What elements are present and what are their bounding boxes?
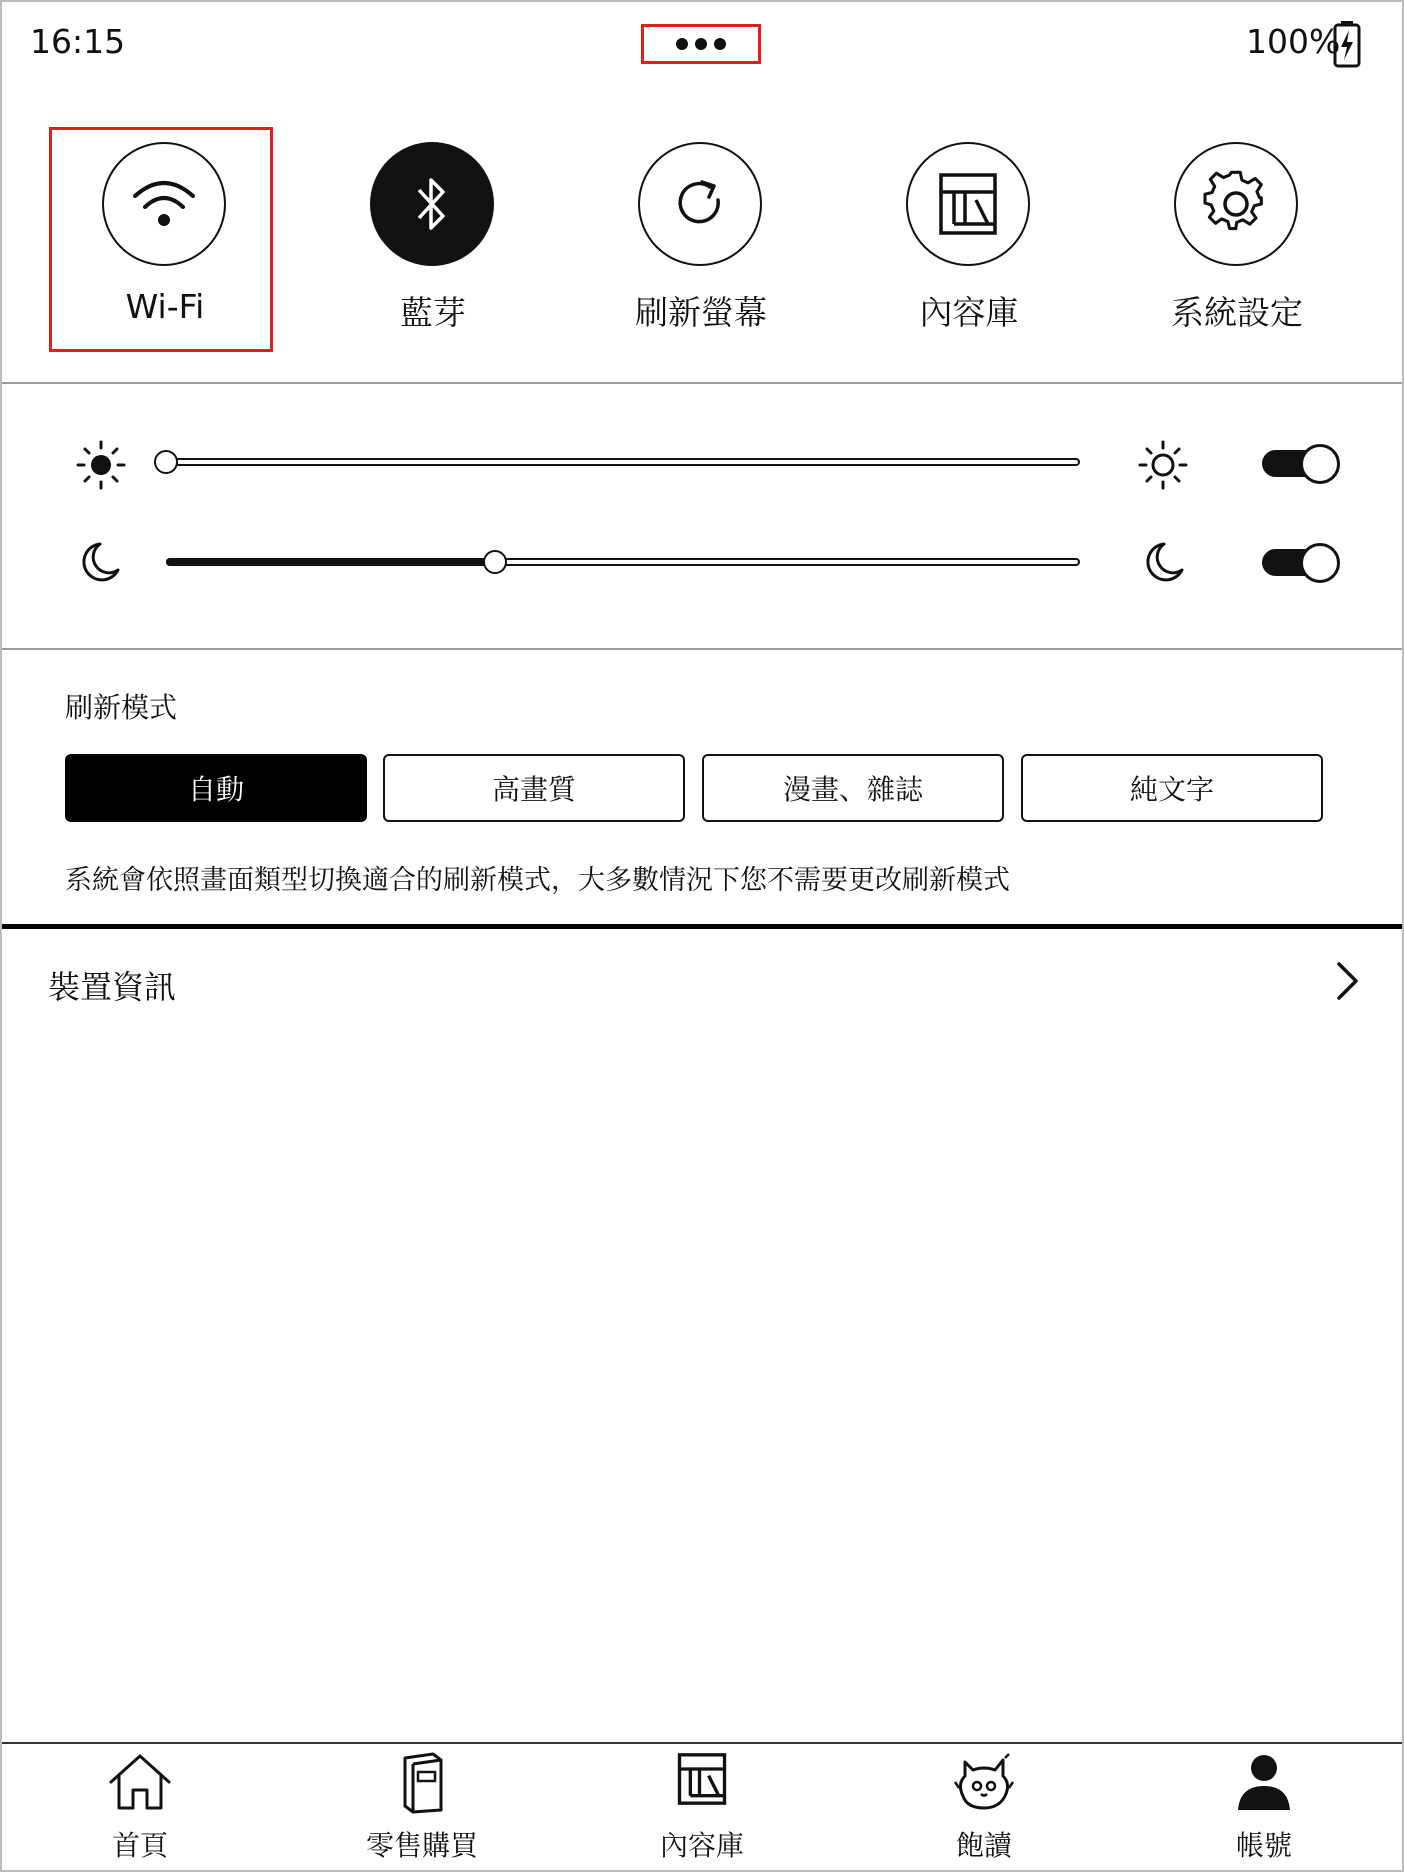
account-icon [1224,1752,1304,1816]
mascot-icon [944,1752,1024,1816]
nav-home[interactable] [20,1752,260,1867]
dot-icon [695,38,707,50]
battery-charging-icon [1332,20,1362,72]
nav-library[interactable] [582,1752,822,1867]
nav-reading-label: 飽讀 [955,1829,1012,1862]
nav-account-label: 帳號 [1235,1829,1292,1862]
nav-store[interactable] [302,1752,542,1867]
warm-light-slider-fill [166,558,495,566]
book-icon [382,1752,462,1816]
refresh-mode-title: 刷新模式 [65,691,178,724]
status-time: 16:15 [30,22,126,61]
refresh-icon [638,142,762,266]
refresh-screen-label: 刷新螢幕 [635,293,767,332]
refresh-screen-button[interactable] [571,127,831,347]
library-icon [662,1752,742,1816]
bluetooth-label: 藍芽 [400,293,466,332]
divider [2,648,1402,650]
refresh-mode-comic-button[interactable]: 漫畫、雜誌 [702,754,1004,822]
nav-reading[interactable] [864,1752,1104,1867]
nav-home-label: 首頁 [111,1829,168,1862]
refresh-mode-hint: 系統會依照畫面類型切換適合的刷新模式，大多數情況下您不需要更改刷新模式 [65,865,1010,896]
device-info-link[interactable]: 裝置資訊 [48,968,177,1006]
bluetooth-icon [370,142,494,266]
chevron-right-icon[interactable] [1332,960,1362,1006]
warm-light-slider-thumb[interactable] [483,550,507,574]
brightness-slider-thumb[interactable] [154,450,178,474]
dot-icon [676,38,688,50]
more-menu-button[interactable] [641,24,761,64]
system-settings-button[interactable] [1107,127,1367,347]
toggle-knob [1300,444,1340,484]
library-button[interactable] [839,127,1099,347]
brightness-auto-toggle[interactable] [1262,444,1340,482]
nav-library-label: 內容庫 [659,1829,744,1862]
battery-percent: 100% [1246,22,1341,61]
system-settings-label: 系統設定 [1171,293,1303,332]
warm-light-auto-toggle[interactable] [1262,543,1340,581]
divider [2,382,1402,384]
wifi-highlight-box [49,127,273,352]
nav-store-label: 零售購買 [365,1829,478,1862]
moon-outline-icon [1142,540,1186,588]
home-icon [100,1752,180,1816]
library-label: 內容庫 [919,293,1019,332]
refresh-mode-auto-button[interactable]: 自動 [65,754,367,822]
gear-icon [1174,142,1298,266]
moon-icon [78,540,122,588]
nav-account[interactable] [1144,1752,1384,1867]
sun-outline-icon [1138,440,1188,494]
bluetooth-toggle[interactable] [303,127,563,347]
section-divider [2,924,1402,929]
library-icon [906,142,1030,266]
wifi-label: Wi-Fi [125,287,205,326]
refresh-mode-hq-button[interactable]: 高畫質 [383,754,685,822]
dot-icon [714,38,726,50]
brightness-slider[interactable] [166,458,1080,466]
bottom-nav-divider [2,1742,1402,1744]
refresh-mode-text-button[interactable]: 純文字 [1021,754,1323,822]
sun-filled-icon [76,440,126,494]
toggle-knob [1300,543,1340,583]
